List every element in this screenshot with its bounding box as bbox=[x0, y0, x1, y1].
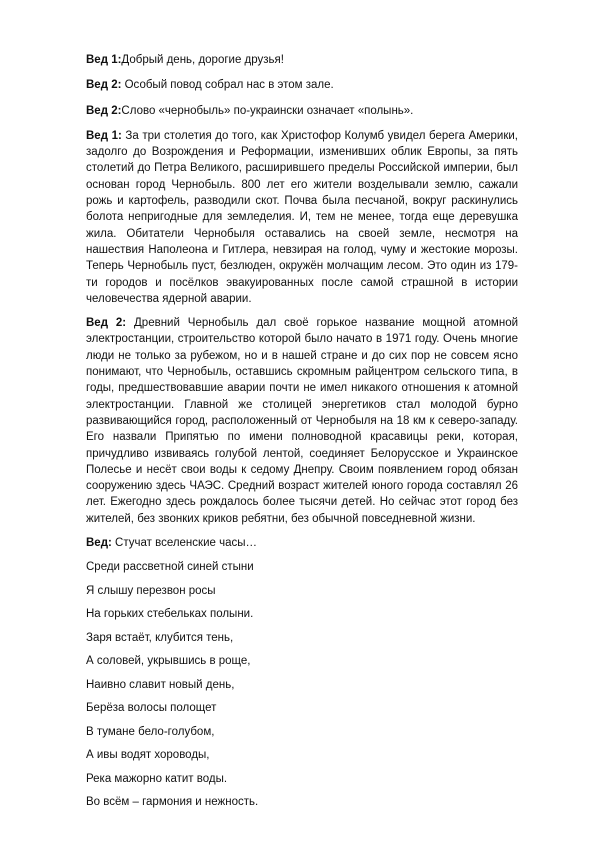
paragraph-4 bbox=[86, 128, 518, 307]
document-body bbox=[86, 52, 518, 818]
speaker-label: Вед 2: bbox=[86, 104, 122, 117]
poem-line: Заря встаёт, клубится тень, bbox=[86, 631, 234, 644]
paragraph-1 bbox=[86, 52, 518, 68]
speaker-label: Вед 1: bbox=[86, 129, 122, 142]
poem-line: Среди рассветной синей стыни bbox=[86, 561, 254, 574]
paragraph-text: Добрый день, дорогие друзья! bbox=[121, 54, 284, 66]
poem bbox=[86, 559, 518, 810]
poem-line: Во всём – гармония и нежность. bbox=[86, 796, 259, 809]
paragraph-6 bbox=[86, 535, 518, 551]
poem-line: В тумане бело-голубом, bbox=[86, 725, 215, 738]
speaker-label: Вед 1: bbox=[86, 54, 122, 66]
poem-line: Река мажорно катит воды. bbox=[86, 772, 228, 785]
paragraph-text: Стучат вселенские часы… bbox=[111, 537, 257, 550]
poem-line: На горьких стебельках полыни. bbox=[86, 608, 254, 621]
poem-line: А ивы водят хороводы, bbox=[86, 749, 210, 762]
paragraph-text: Слово «чернобыль» по-украински означает «полынь». bbox=[121, 104, 414, 117]
poem-line: Наивно славит новый день, bbox=[86, 678, 235, 691]
poem-line: Я слышу перезвон росы bbox=[86, 584, 216, 597]
paragraph-text: Древний Чернобыль дал своё горькое название мощной атомной электростанции, строительство которой было начато в 1971 году. Очень многие люди не только за рубежом, но и в нашей стране и до сих пор не совсем ясно понимают, что Чернобыль, оставшись скромным райцентром сельского типа, в годы, предшествовавшие аварии почти не имел никакого отношения к атомной электростанции. Главной же столицей энергетиков стал молодой бурно развивающийся город, расположенный от Чернобыля на 18 км к северо-западу. Его назвали Припятью по имени полноводной красавицы реки, которая, причудливо извиваясь голубой лентой, соединяет Белорусское и Украинское Полесье и несёт свои воды к седому Днепру. Своим появлением город обязан сооружению здесь ЧАЭС. Средний возраст жителей юного города составлял 26 лет. Ежегодно здесь рождалось более тысячи детей. Но сейчас этот город без жителей, без звонких криков ребятни, без обычной повседневной жизни. bbox=[86, 317, 519, 525]
speaker-label: Вед 2: bbox=[86, 79, 122, 92]
paragraph-5 bbox=[86, 315, 518, 527]
paragraph-text: За три столетия до того, как Христофор Колумб увидел берега Америки, задолго до Возрождения и Реформации, изменивших облик Европы, за пять столетий до Петра Великого, расширившего пределы Российской империи, был основан город Чернобыль. 800 лет его жители возделывали землю, сажали рожь и картофель, разводили скот. Почва была песчаной, вокруг раскинулись болота непригодные для земледелия. И, тем не менее, тогда еще деревушка жила. Обитатели Чернобыля оставались на своей земле, несмотря на нашествия Наполеона и Гитлера, невзирая на голод, чуму и жестокие морозы. Теперь Чернобыль пуст, безлюден, окружён молчащим лесом. Это один из 179-ти городов и посёлков эвакуированных после самой страшной в истории человечества ядерной аварии. bbox=[86, 129, 519, 305]
paragraph-2 bbox=[86, 77, 518, 93]
poem-line: Берёза волосы полощет bbox=[86, 702, 217, 715]
speaker-label: Вед 2: bbox=[86, 317, 127, 330]
paragraph-3 bbox=[86, 103, 518, 119]
poem-line: А соловей, укрывшись в роще, bbox=[86, 655, 251, 668]
paragraph-text: Особый повод собрал нас в этом зале. bbox=[121, 79, 334, 92]
speaker-label: Вед: bbox=[86, 537, 112, 550]
